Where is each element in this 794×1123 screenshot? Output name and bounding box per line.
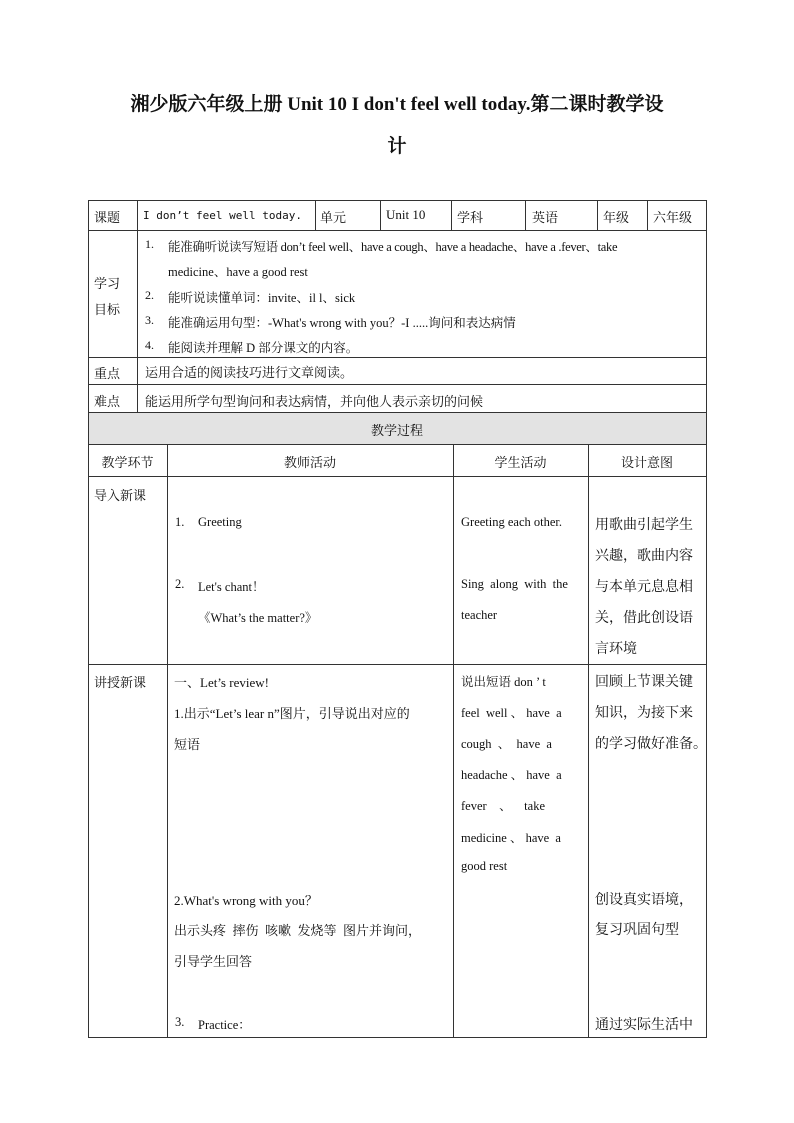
subject-label: 学科 bbox=[457, 210, 484, 225]
objective-2-text: 能听说读懂单词：invite、il l、sick bbox=[168, 291, 356, 305]
objective-4-num: 4. bbox=[145, 338, 154, 352]
intro-purpose-3: 与本单元息息相 bbox=[595, 580, 693, 595]
process-header: 教学过程 bbox=[370, 423, 423, 438]
new-purpose-2b: 复习巩固句型 bbox=[595, 923, 679, 938]
document-title bbox=[60, 84, 734, 168]
new-purpose-1b: 知识，为接下来 bbox=[595, 706, 693, 721]
intro-student-3: teacher bbox=[461, 608, 498, 622]
review-title: 一、Let’s review! bbox=[174, 675, 269, 690]
subject-value: 英语 bbox=[532, 210, 559, 225]
objective-1-cont: medicine、have a good rest bbox=[168, 265, 308, 279]
key-point-label: 重点 bbox=[94, 366, 121, 381]
title-line-2: 计 bbox=[387, 136, 407, 157]
objective-2-num: 2. bbox=[145, 288, 154, 302]
new-purpose-3a: 通过实际生活中 bbox=[595, 1018, 693, 1033]
unit-label: 单元 bbox=[320, 210, 347, 225]
intro-purpose-5: 言环境 bbox=[595, 642, 637, 657]
title-line-1: 湘少版六年级上册 Unit 10 I don't feel well today.第二课时教学设 bbox=[130, 94, 664, 115]
column-teacher: 教师活动 bbox=[283, 455, 336, 470]
new-purpose-1a: 回顾上节课关键 bbox=[595, 675, 693, 690]
new-student-1: 说出短语 don ’ t bbox=[461, 675, 546, 689]
topic-label: 课题 bbox=[94, 210, 121, 225]
objective-1-text: 能准确听说读写短语 don’t feel well、have a cough、have a headache、have a .fever、take bbox=[168, 240, 618, 254]
new-lesson-stage: 讲授新课 bbox=[94, 675, 147, 690]
new-student-6: medicine 、 have a bbox=[461, 831, 561, 845]
intro-teacher-1-num: 1. bbox=[175, 515, 185, 529]
difficulty-label: 难点 bbox=[94, 394, 121, 409]
grade-label: 年级 bbox=[603, 210, 630, 225]
new-student-7: good rest bbox=[461, 859, 508, 873]
step3-num: 3. bbox=[175, 1015, 185, 1029]
column-stage: 教学环节 bbox=[101, 455, 154, 470]
objectives-label-1: 学习 bbox=[94, 276, 121, 291]
objective-1-num: 1. bbox=[145, 237, 154, 251]
new-student-4: headache 、 have a bbox=[461, 768, 562, 782]
new-student-3: cough 、 have a bbox=[461, 737, 552, 751]
column-student: 学生活动 bbox=[494, 455, 547, 470]
new-purpose-2a: 创设真实语境， bbox=[595, 893, 693, 908]
intro-stage: 导入新课 bbox=[94, 488, 147, 503]
new-student-5: fever 、 take bbox=[461, 799, 545, 813]
key-point-text: 运用合适的阅读技巧进行文章阅读。 bbox=[145, 365, 354, 380]
step1-line-2: 短语 bbox=[174, 737, 201, 752]
topic-value: I don’t feel well today. bbox=[143, 209, 302, 222]
intro-student-2: Sing along with the bbox=[461, 577, 568, 591]
objectives-label-2: 目标 bbox=[94, 302, 121, 317]
intro-teacher-2-num: 2. bbox=[175, 577, 185, 591]
intro-teacher-2-text: Let's chant！ bbox=[198, 580, 265, 594]
difficulty-text: 能运用所学句型询问和表达病情，并向他人表示亲切的问候 bbox=[145, 394, 484, 409]
intro-student-1: Greeting each other. bbox=[461, 515, 562, 529]
unit-value: Unit 10 bbox=[386, 207, 426, 222]
intro-teacher-1-text: Greeting bbox=[198, 515, 242, 529]
step2-line-2: 引导学生回答 bbox=[174, 954, 253, 969]
intro-purpose-2: 兴趣，歌曲内容 bbox=[595, 549, 693, 564]
new-purpose-1c: 的学习做好准备。 bbox=[595, 737, 707, 752]
grade-value: 六年级 bbox=[653, 210, 693, 225]
step3-text: Practice： bbox=[198, 1018, 251, 1032]
intro-purpose-4: 关，借此创设语 bbox=[595, 611, 693, 626]
step2-title: 2.What's wrong with you？ bbox=[174, 893, 318, 908]
intro-purpose-1: 用歌曲引起学生 bbox=[595, 518, 693, 533]
column-purpose: 设计意图 bbox=[620, 455, 673, 470]
objective-3-num: 3. bbox=[145, 313, 154, 327]
step1-line-1: 1.出示“Let’s lear n”图片，引导说出对应的 bbox=[174, 706, 410, 721]
intro-teacher-2-sub: 《What’s the matter?》 bbox=[198, 611, 318, 625]
new-student-2: feel well 、 have a bbox=[461, 706, 562, 720]
step2-line-1: 出示头疼 摔伤 咳嗽 发烧等 图片并询问， bbox=[174, 923, 422, 938]
objective-4-text: 能阅读并理解 D 部分课文的内容。 bbox=[168, 341, 359, 355]
objective-3-text: 能准确运用句型：-What's wrong with you？-I .....询问和表达病情 bbox=[168, 316, 516, 330]
